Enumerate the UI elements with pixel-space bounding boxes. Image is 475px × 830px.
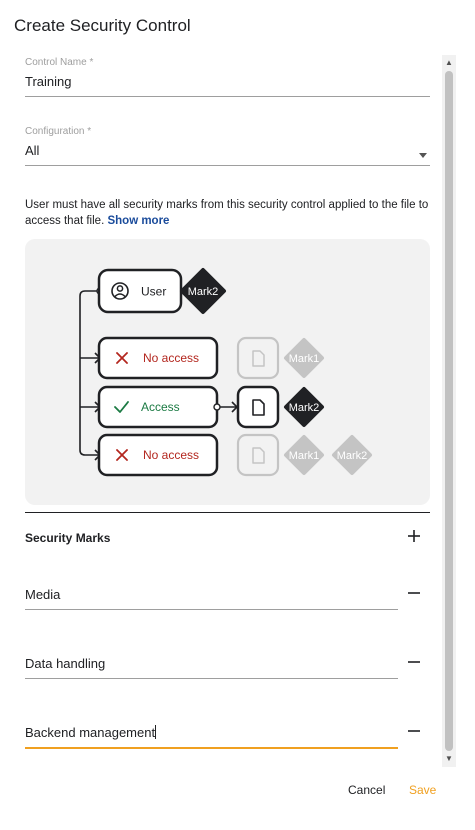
file-mark-label: Mark1 [288,450,320,462]
security-mark-input[interactable] [25,725,398,740]
control-name-label: Control Name * [25,57,94,68]
security-mark-input[interactable]: Data handling [25,656,106,671]
scroll-up-arrow-icon[interactable]: ▲ [445,58,453,67]
section-divider [25,512,430,513]
file-mark-label: Mark2 [336,450,368,462]
control-name-field[interactable] [25,57,430,99]
configuration-description [25,197,430,229]
configuration-label: Configuration * [25,126,92,137]
scrollbar[interactable] [442,55,456,767]
status-label: No access [143,351,200,365]
file-node-active [238,387,278,427]
save-button[interactable]: Save [409,783,437,797]
show-more-link[interactable]: Show more [107,215,170,227]
add-mark-plus-icon[interactable] [405,527,423,545]
security-mark-underline [25,609,398,610]
scrollbar-thumb[interactable] [445,71,453,751]
control-name-underline [25,96,430,97]
remove-mark-minus-icon[interactable] [405,722,423,740]
file-node-muted [238,338,278,378]
description-text: User must have all security marks from this security control applied to the file to access that file. [25,199,429,227]
remove-mark-minus-icon[interactable] [405,653,423,671]
user-mark-label: Mark2 [187,286,219,298]
security-mark-field-focused[interactable] [25,725,398,749]
text-cursor [155,725,156,739]
scroll-down-arrow-icon[interactable]: ▼ [445,754,453,763]
security-mark-field[interactable] [25,656,398,680]
access-diagram-svg [25,239,430,505]
user-label: User [141,284,167,299]
security-mark-underline-active [25,747,398,749]
control-name-input[interactable]: Training [25,74,72,89]
configuration-underline [25,165,430,166]
diagram-branch-line [80,291,100,455]
security-mark-input[interactable]: Media [25,587,61,602]
configuration-value[interactable]: All [25,143,40,158]
file-mark-label: Mark2 [288,402,320,414]
dropdown-caret-icon[interactable] [419,153,427,158]
security-marks-title: Security Marks [25,531,111,545]
remove-mark-minus-icon[interactable] [405,584,423,602]
status-label: Access [141,400,180,414]
security-mark-field[interactable] [25,587,398,611]
status-label: No access [143,448,200,462]
security-mark-underline [25,678,398,679]
file-mark-label: Mark1 [288,353,320,365]
configuration-select[interactable] [25,126,430,168]
access-diagram [25,239,430,505]
security-mark-text: Backend management [25,725,156,740]
dialog-title: Create Security Control [14,16,191,35]
cancel-button[interactable]: Cancel [348,783,386,797]
file-node-muted [238,435,278,475]
